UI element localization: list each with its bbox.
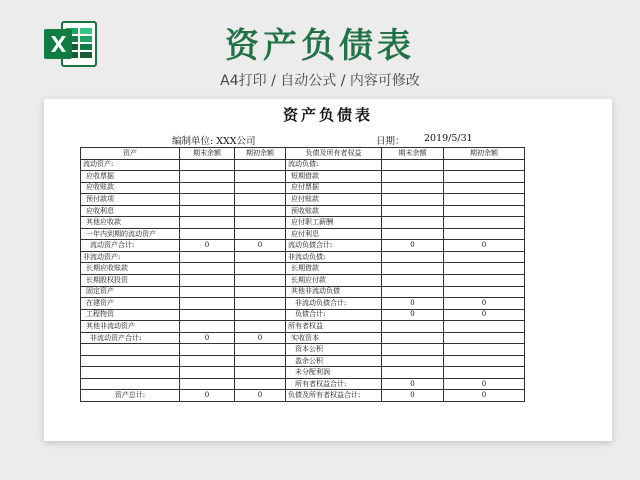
table-row	[81, 171, 525, 183]
banner-title: 资产负债表	[225, 26, 415, 66]
cell-liability-begin-balance: 0	[444, 240, 525, 252]
cell-asset-name: 其他应收款	[81, 217, 180, 229]
cell-liability-end-balance	[382, 171, 444, 183]
table-row	[81, 332, 525, 344]
cell-asset-begin-balance: 0	[235, 240, 286, 252]
cell-asset-begin-balance	[235, 251, 286, 263]
cell-asset-end-balance	[180, 286, 235, 298]
cell-asset-begin-balance: 0	[235, 390, 286, 402]
cell-asset-begin-balance	[235, 182, 286, 194]
table-row	[81, 275, 525, 287]
cell-asset-end-balance	[180, 171, 235, 183]
cell-liability-name: 所有者权益合计:	[286, 378, 382, 390]
cell-asset-begin-balance	[235, 263, 286, 275]
cell-liability-end-balance	[382, 194, 444, 206]
table-row	[81, 251, 525, 263]
cell-asset-begin-balance	[235, 321, 286, 333]
cell-liability-begin-balance: 0	[444, 298, 525, 310]
cell-asset-begin-balance	[235, 355, 286, 367]
table-header-row	[81, 148, 525, 160]
cell-asset-end-balance	[180, 355, 235, 367]
cell-asset-begin-balance	[235, 217, 286, 229]
cell-liability-name: 所有者权益	[286, 321, 382, 333]
column-header-liability-end-balance: 期末余额	[382, 148, 444, 160]
column-header-asset-begin-balance: 期初余额	[235, 148, 286, 160]
cell-liability-begin-balance	[444, 159, 525, 171]
cell-asset-name: 应收票据	[81, 171, 180, 183]
cell-liability-begin-balance	[444, 275, 525, 287]
cell-liability-name: 预收账款	[286, 205, 382, 217]
cell-liability-end-balance	[382, 321, 444, 333]
table-row	[81, 321, 525, 333]
cell-liability-end-balance	[382, 367, 444, 379]
date-label: 日期：	[376, 136, 405, 147]
cell-asset-end-balance	[180, 159, 235, 171]
cell-asset-begin-balance	[235, 344, 286, 356]
cell-liability-name: 流动负债合计:	[286, 240, 382, 252]
cell-liability-begin-balance: 0	[444, 309, 525, 321]
cell-asset-name: 非流动资产:	[81, 251, 180, 263]
cell-asset-name: 资产总计:	[81, 390, 180, 402]
cell-liability-name: 非流动负债合计:	[286, 298, 382, 310]
cell-liability-begin-balance	[444, 355, 525, 367]
table-row	[81, 217, 525, 229]
table-row	[81, 309, 525, 321]
cell-liability-name: 负债及所有者权益合计:	[286, 390, 382, 402]
cell-liability-begin-balance	[444, 286, 525, 298]
cell-liability-end-balance: 0	[382, 240, 444, 252]
cell-asset-begin-balance	[235, 367, 286, 379]
cell-liability-end-balance	[382, 251, 444, 263]
table-row	[81, 378, 525, 390]
cell-liability-begin-balance	[444, 217, 525, 229]
cell-asset-name	[81, 355, 180, 367]
table-row	[81, 240, 525, 252]
document-title: 资产负债表	[282, 106, 373, 124]
cell-asset-end-balance	[180, 367, 235, 379]
cell-asset-begin-balance	[235, 228, 286, 240]
balance-sheet-table	[80, 147, 525, 402]
cell-asset-end-balance	[180, 309, 235, 321]
cell-asset-end-balance	[180, 182, 235, 194]
cell-asset-name: 非流动资产合计:	[81, 332, 180, 344]
table-row	[81, 205, 525, 217]
cell-liability-name: 非流动负债:	[286, 251, 382, 263]
table-row	[81, 344, 525, 356]
banner-subtitle: A4打印 / 自动公式 / 内容可修改	[220, 73, 420, 89]
cell-liability-name: 应付账款	[286, 194, 382, 206]
cell-liability-end-balance	[382, 263, 444, 275]
cell-liability-end-balance: 0	[382, 390, 444, 402]
cell-liability-name: 盈余公积	[286, 355, 382, 367]
cell-asset-begin-balance	[235, 171, 286, 183]
cell-asset-end-balance: 0	[180, 240, 235, 252]
cell-liability-end-balance	[382, 228, 444, 240]
cell-liability-begin-balance	[444, 205, 525, 217]
cell-asset-end-balance	[180, 251, 235, 263]
table-row	[81, 182, 525, 194]
column-header-liability-begin-balance: 期初余额	[444, 148, 525, 160]
cell-liability-begin-balance: 0	[444, 390, 525, 402]
table-row	[81, 298, 525, 310]
cell-asset-begin-balance	[235, 275, 286, 287]
cell-asset-end-balance	[180, 344, 235, 356]
cell-asset-name	[81, 367, 180, 379]
banner	[0, 0, 640, 96]
cell-liability-end-balance	[382, 217, 444, 229]
table-row	[81, 355, 525, 367]
cell-asset-name: 长期股权投资	[81, 275, 180, 287]
cell-asset-name	[81, 378, 180, 390]
cell-liability-begin-balance	[444, 182, 525, 194]
cell-liability-begin-balance	[444, 263, 525, 275]
cell-asset-end-balance	[180, 275, 235, 287]
cell-asset-name: 其他非流动资产	[81, 321, 180, 333]
cell-liability-begin-balance	[444, 228, 525, 240]
cell-asset-name: 工程物资	[81, 309, 180, 321]
cell-asset-name: 应收利息	[81, 205, 180, 217]
cell-asset-name: 应收账款	[81, 182, 180, 194]
table-row	[81, 390, 525, 402]
cell-asset-end-balance	[180, 298, 235, 310]
cell-asset-begin-balance	[235, 205, 286, 217]
cell-asset-end-balance	[180, 217, 235, 229]
cell-asset-begin-balance	[235, 286, 286, 298]
column-header-asset-end-balance: 期末余额	[180, 148, 235, 160]
cell-asset-end-balance	[180, 378, 235, 390]
cell-asset-begin-balance	[235, 309, 286, 321]
cell-liability-name: 其他非流动负债	[286, 286, 382, 298]
cell-asset-end-balance	[180, 194, 235, 206]
cell-asset-name: 一年内到期的流动资产	[81, 228, 180, 240]
table-row	[81, 194, 525, 206]
cell-liability-end-balance: 0	[382, 378, 444, 390]
cell-liability-begin-balance: 0	[444, 378, 525, 390]
cell-liability-end-balance	[382, 159, 444, 171]
cell-asset-begin-balance	[235, 194, 286, 206]
cell-liability-end-balance	[382, 182, 444, 194]
cell-asset-name: 预付款项	[81, 194, 180, 206]
cell-asset-end-balance: 0	[180, 390, 235, 402]
cell-liability-begin-balance	[444, 367, 525, 379]
cell-asset-begin-balance	[235, 298, 286, 310]
cell-liability-name: 短期借款	[286, 171, 382, 183]
cell-liability-name: 实收资本	[286, 332, 382, 344]
cell-asset-name: 流动资产合计:	[81, 240, 180, 252]
cell-liability-end-balance	[382, 286, 444, 298]
cell-liability-begin-balance	[444, 344, 525, 356]
cell-liability-end-balance	[382, 355, 444, 367]
cell-asset-end-balance	[180, 263, 235, 275]
cell-liability-name: 未分配利润	[286, 367, 382, 379]
cell-asset-name: 流动资产:	[81, 159, 180, 171]
cell-asset-name	[81, 344, 180, 356]
company-label: 编制单位: XXX公司	[172, 136, 256, 147]
cell-liability-end-balance	[382, 344, 444, 356]
cell-asset-begin-balance	[235, 378, 286, 390]
table-row	[81, 159, 525, 171]
cell-liability-name: 长期借款	[286, 263, 382, 275]
cell-liability-begin-balance	[444, 171, 525, 183]
cell-asset-name: 固定资产	[81, 286, 180, 298]
column-header-asset-name: 资产	[81, 148, 180, 160]
table-row	[81, 263, 525, 275]
cell-liability-end-balance	[382, 205, 444, 217]
cell-liability-begin-balance	[444, 194, 525, 206]
cell-liability-name: 应付利息	[286, 228, 382, 240]
cell-liability-end-balance	[382, 275, 444, 287]
column-header-liability-name: 负债及所有者权益	[286, 148, 382, 160]
cell-liability-name: 负债合计:	[286, 309, 382, 321]
table-row	[81, 228, 525, 240]
cell-liability-begin-balance	[444, 321, 525, 333]
cell-liability-name: 资本公积	[286, 344, 382, 356]
cell-liability-begin-balance	[444, 332, 525, 344]
cell-liability-end-balance: 0	[382, 309, 444, 321]
cell-liability-name: 长期应付款	[286, 275, 382, 287]
table-row	[81, 367, 525, 379]
cell-liability-name: 应付职工薪酬	[286, 217, 382, 229]
cell-asset-name: 在建资产	[81, 298, 180, 310]
cell-asset-begin-balance: 0	[235, 332, 286, 344]
cell-asset-begin-balance	[235, 159, 286, 171]
table-row	[81, 286, 525, 298]
cell-asset-end-balance	[180, 228, 235, 240]
cell-asset-end-balance	[180, 321, 235, 333]
cell-liability-name: 流动负债:	[286, 159, 382, 171]
cell-asset-end-balance: 0	[180, 332, 235, 344]
cell-liability-name: 应付票据	[286, 182, 382, 194]
cell-asset-end-balance	[180, 205, 235, 217]
cell-liability-end-balance	[382, 332, 444, 344]
cell-liability-end-balance: 0	[382, 298, 444, 310]
cell-liability-begin-balance	[444, 251, 525, 263]
date-value: 2019/5/31	[424, 133, 473, 144]
cell-asset-name: 长期应收账款	[81, 263, 180, 275]
